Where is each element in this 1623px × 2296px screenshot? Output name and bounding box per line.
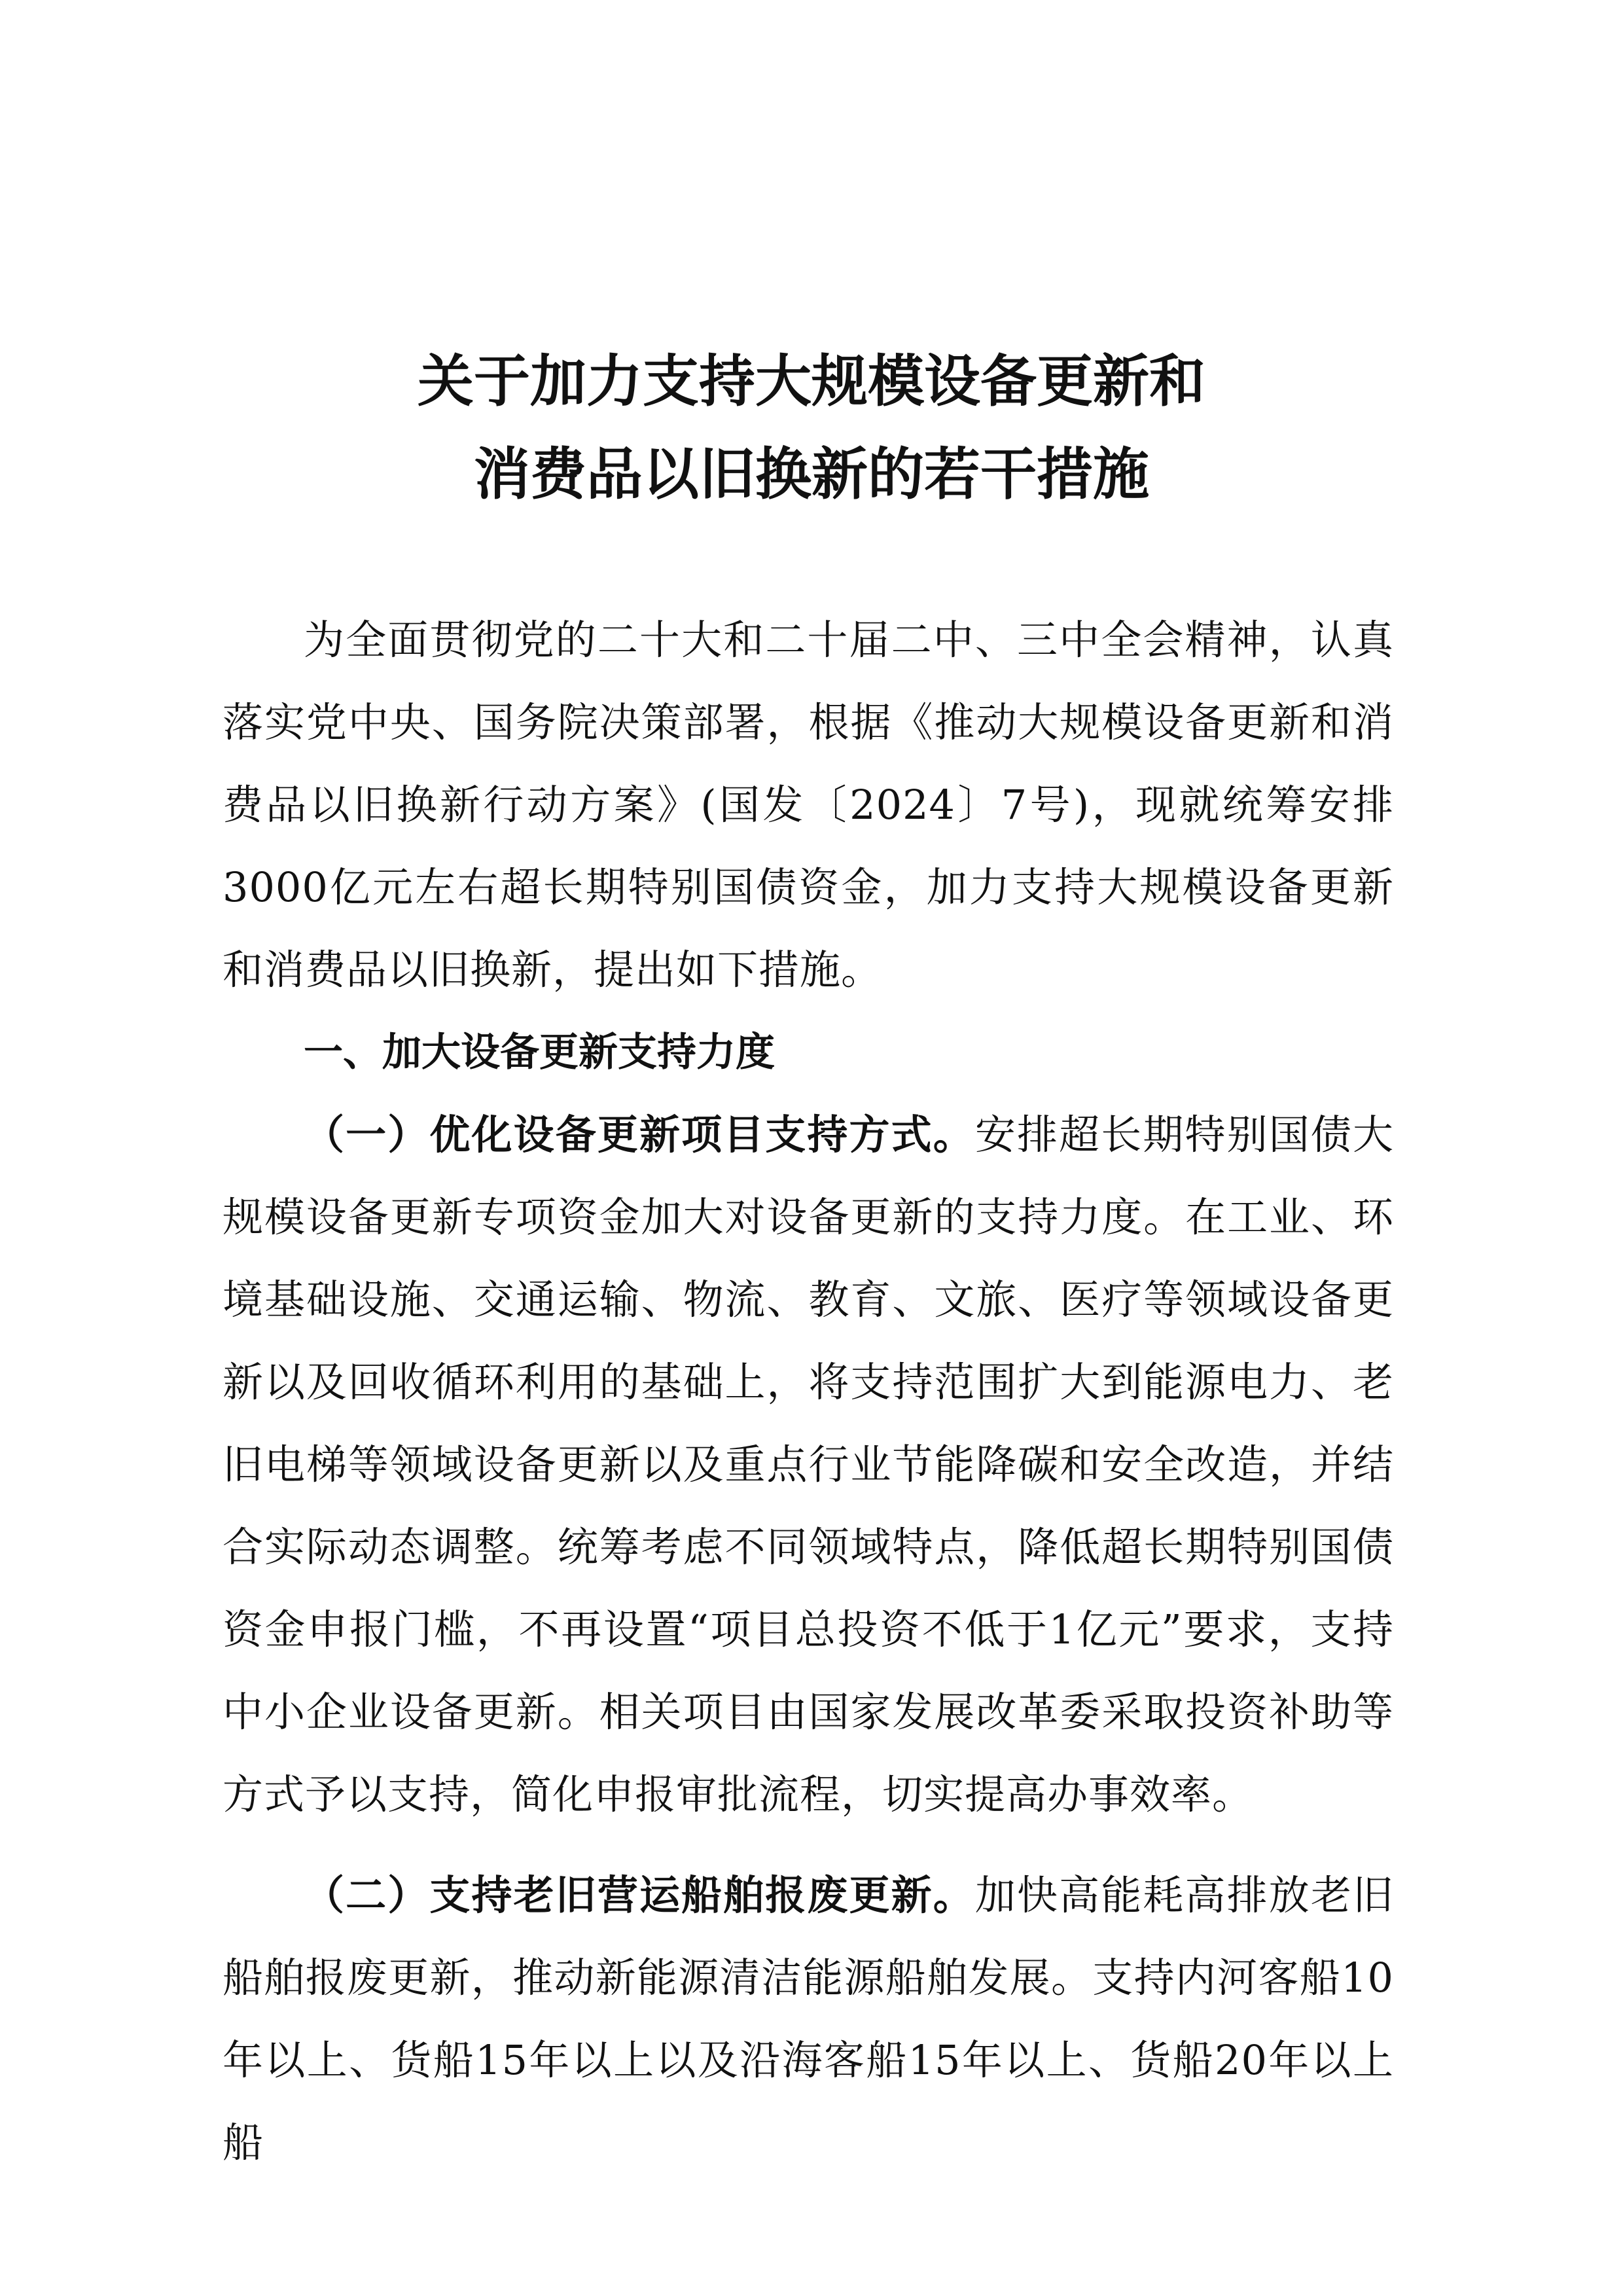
- intro-paragraph: 为全面贯彻党的二十大和二十届二中、三中全会精神，认真落实党中央、国务院决策部署，根据《推动大规模设备更新和消费品以旧换新行动方案》(国发〔2024〕7号)，现就统筹安排3000亿元左右超长期特别国债资金，加力支持大规模设备更新和消费品以旧换新，提出如下措施。: [223, 616, 1394, 994]
- title-line-2: 消费品以旧换新的若干措施: [474, 441, 1149, 507]
- title-line-1: 关于加力支持大规模设备更新和: [418, 348, 1205, 414]
- item-1-paragraph: [223, 1094, 1394, 1836]
- item-1-label: （一）优化设备更新项目支持方式。: [304, 1111, 975, 1158]
- document-title: [0, 348, 1623, 507]
- section-heading-1: 一、加大设备更新支持力度: [304, 1030, 775, 1075]
- item-2-text: 加快高能耗高排放老旧船舶报废更新，推动新能源清洁能源船舶发展。支持内河客船10年以上、货船15年以上以及沿海客船15年以上、货船20年以上船: [223, 1871, 1394, 2166]
- item-2-paragraph: [223, 1854, 1394, 2184]
- item-1-text: 安排超长期特别国债大规模设备更新专项资金加大对设备更新的支持力度。在工业、环境基础设施、交通运输、物流、教育、文旅、医疗等领域设备更新以及回收循环利用的基础上，将支持范围扩大到能源电力、老旧电梯等领域设备更新以及重点行业节能降碳和安全改造，并结合实际动态调整。统筹考虑不同领域特点，降低超长期特别国债资金申报门槛，不再设置“项目总投资不低于1亿元”要求，支持中小企业设备更新。相关项目由国家发展改革委采取投资补助等方式予以支持，简化申报审批流程，切实提高办事效率。: [223, 1111, 1394, 1818]
- item-2-label: （二）支持老旧营运船舶报废更新。: [304, 1871, 975, 1919]
- document-body: [223, 599, 1394, 2184]
